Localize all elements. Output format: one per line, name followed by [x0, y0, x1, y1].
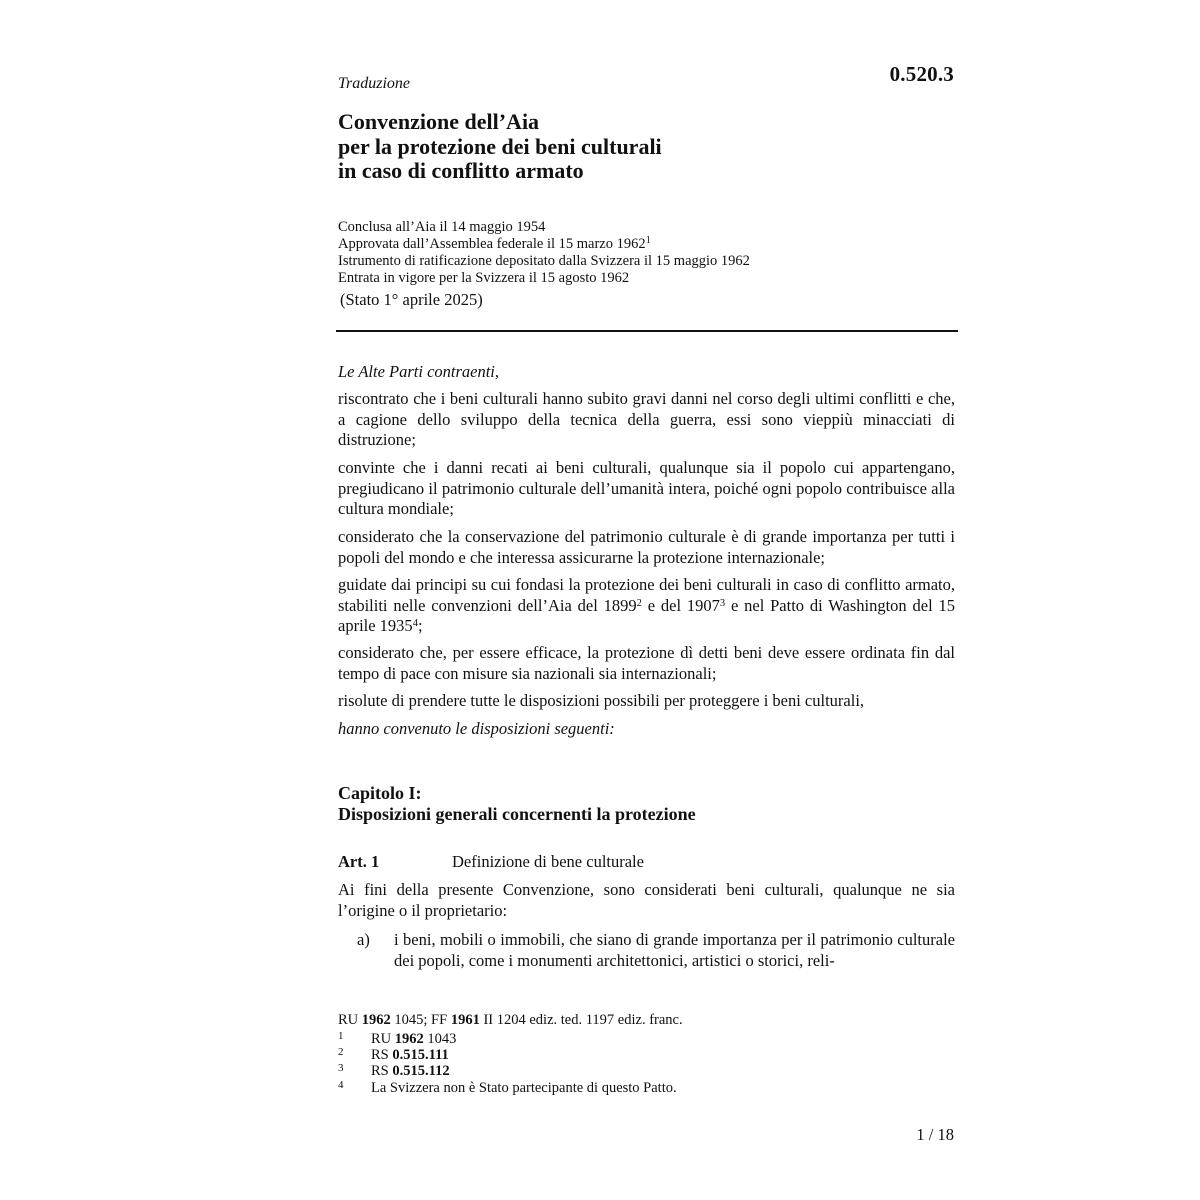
preamble-paragraph: considerato che la conservazione del patrimonio culturale è di grande importanza per tutti i popoli del mondo e che interessa assicurarne la protezione internazionale; — [338, 527, 955, 567]
preamble-paragraph: convinte che i danni recati ai beni culturali, qualunque sia il popolo cui appartengano, pregiudicano il patrimonio culturale dell’umanità intera, poiché ogni popolo contribuisce alla cultura mondiale; — [338, 458, 955, 518]
chapter-heading — [338, 783, 696, 825]
preamble-paragraph: risolute di prendere tutte le disposizioni possibili per proteggere i beni culturali, — [338, 691, 865, 710]
article-title: Definizione di bene culturale — [452, 852, 644, 871]
list-item-letter: a) — [357, 930, 370, 949]
title-line: per la protezione dei beni culturali — [338, 133, 662, 159]
preamble-closing: hanno convenuto le disposizioni seguenti: — [338, 719, 615, 738]
ratification-date: Istrumento di ratificazione depositato dalla Svizzera il 15 maggio 1962 — [338, 253, 750, 269]
header-divider — [336, 330, 958, 332]
status-date: (Stato 1° aprile 2025) — [340, 290, 483, 309]
chapter-title: Disposizioni generali concernenti la protezione — [338, 804, 696, 824]
approved-date: Approvata dall’Assemblea federale il 15 marzo 1962$^1$ — [338, 235, 651, 252]
preamble-paragraph: riscontrato che i beni culturali hanno subito gravi danni nel corso degli ultimi conflitti e che, a cagione dello sviluppo della tecnica della guerra, essi sono vieppiù minacciati di distruzione; — [338, 389, 955, 449]
article-intro: Ai fini della presente Convenzione, sono considerati beni culturali, qualunque ne sia l’origine o il proprietario: — [338, 880, 955, 920]
chapter-label: Capitolo I: — [338, 783, 422, 803]
footnote-ref[interactable]: 1 — [645, 235, 651, 246]
footnote-ref[interactable]: 4 — [412, 618, 418, 629]
footnote-ref[interactable]: 3 — [719, 597, 726, 609]
preamble-intro: Le Alte Parti contraenti, — [338, 362, 500, 381]
page-number: 1 / 18 — [916, 1125, 954, 1144]
concluded-date: Conclusa all’Aia il 14 maggio 1954 — [338, 219, 546, 235]
list-item-text: i beni, mobili o immobili, che siano di grande importanza per il patrimonio culturale dei popoli, come i monumenti architettonici, artistici o storici, reli- — [394, 930, 955, 970]
document-page: 0.520.3 Traduzione Convenzione dell’Aia per la protezione dei beni culturali in caso di conflitto armato Conclusa all’Aia il 14 maggio 1954 Approvata dall’Assemblea federale il 15 marzo 1962$^1$ Istrumento di ratificazione depositato dalla Svizzera il 15 maggio 1962 Entrata in vigore per la Svizzera il 15 agosto 1962 (Stato 1° aprile 2025) Le Alte Parti contraenti, riscontrato che i beni culturali hanno subito gravi danni nel corso degli ultimi conflitti e che, a cagione dello sviluppo della tecnica della guerra, essi sono vieppiù minacciati di distruzione; convinte che i danni recati ai beni culturali, qualunque sia il popolo cui appartengano, pregiudicano il patrimonio culturale dell’umanità intera, poiché ogni popolo contribuisce alla cultura mondiale; considerato che la conservazione del patrimonio culturale è di grande importanza per tutti i popoli del mondo e che interessa assicurarne la protezione internazionale; guidate dai principi su cui fondasi la protezione dei beni culturali in caso di conflitto armato, stabiliti nelle convenzioni dell’Aia del 1899$^2$ e del 1907$^3$ e nel Patto di Washington del 15 aprile 1935$^4$; considerato che, per essere efficace, la protezione dì detti beni deve essere ordinata fin dal tempo di pace con misure sia nazionali sia internazionali; risolute di prendere tutte le disposizioni possibili per proteggere i beni culturali, hanno convenuto le disposizioni seguenti: Capitolo I: Disposizioni generali concernenti la protezione Art. 1 Definizione di bene culturale Ai fini della presente Convenzione, sono considerati beni culturali, qualunque ne sia l’origine o il proprietario: a) i beni, mobili o immobili, che siano di grande importanza per il patrimonio culturale dei popoli, come i monumenti architettonici, artistici o storici, reli- RU 1962 1045; FF 1961 II 1204 ediz. ted. 1197 ediz. franc. 1 RU 1962 1043 2 RS 0.515.111 3 RS 0.515.112 4 La Svizzera non è Stato partecipante di questo Patto. 1 / 18 — [0, 0, 1200, 1200]
footnote-number: 4 — [338, 1079, 344, 1091]
footnote-number: 1 — [338, 1030, 344, 1042]
preamble-paragraph: guidate dai principi su cui fondasi la protezione dei beni culturali in caso di conflitto armato, stabiliti nelle convenzioni dell’Aia del 1899$^2$ e del 1907$^3$ e nel Patto di Washington del 15 aprile 1935$^4$; — [338, 575, 955, 635]
source-reference: RU 1962 1045; FF 1961 II 1204 ediz. ted. 1197 ediz. franc. — [338, 1012, 683, 1028]
title-line: in caso di conflitto armato — [338, 158, 584, 183]
footnote-number: 2 — [338, 1046, 344, 1058]
footnote-link: 0.515.111 — [392, 1047, 449, 1063]
preamble-paragraph: considerato che, per essere efficace, la protezione dì detti beni deve essere ordinata fin dal tempo di pace con misure sia nazionali sia internazionali; — [338, 643, 955, 683]
footnote-text: La Svizzera non è Stato partecipante di questo Patto. — [371, 1080, 677, 1096]
entry-into-force-date: Entrata in vigore per la Svizzera il 15 agosto 1962 — [338, 270, 630, 286]
title-line: Convenzione dell’Aia — [338, 109, 540, 134]
document-title — [338, 110, 662, 184]
sr-number: 0.520.3 — [889, 62, 954, 86]
footnote-number: 3 — [338, 1062, 344, 1074]
document-metadata — [338, 219, 750, 287]
translation-label: Traduzione — [338, 75, 411, 92]
footnote-link: 0.515.112 — [392, 1063, 450, 1079]
article-number: Art. 1 — [338, 852, 380, 871]
footnote-ref[interactable]: 2 — [636, 597, 642, 609]
